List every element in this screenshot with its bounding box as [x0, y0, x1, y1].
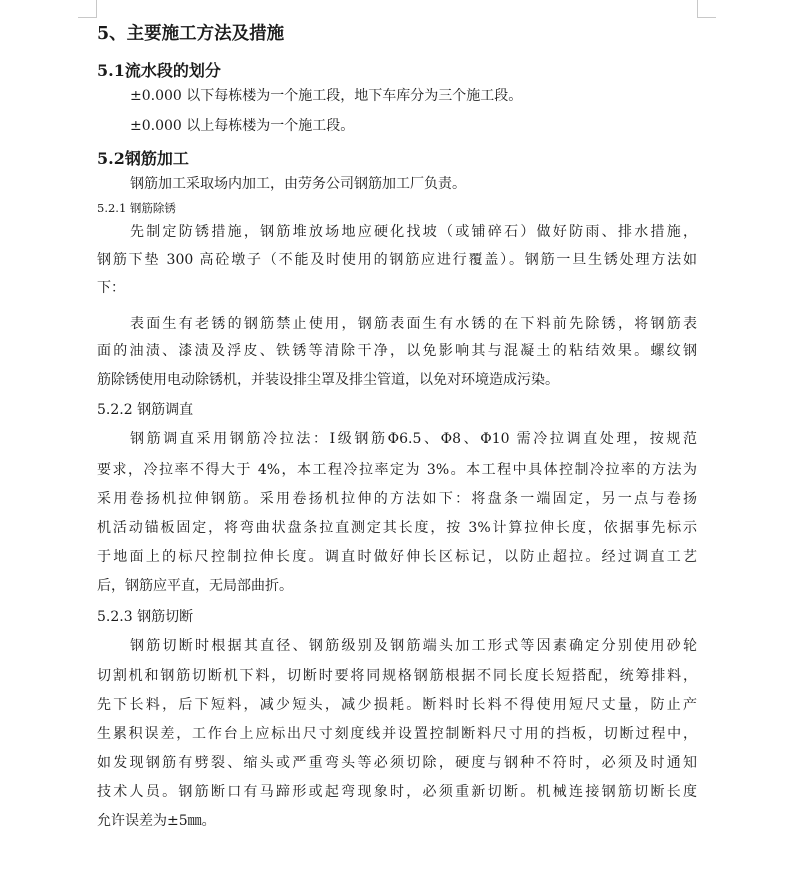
- paragraph-line: 钢筋下垫 300 高砼墩子（不能及时使用的钢筋应进行覆盖）。钢筋一旦生锈处理方法如: [97, 252, 697, 268]
- paragraph-line: 筋除锈使用电动除锈机，并装设排尘罩及排尘管道，以免对环境造成污染。: [97, 372, 559, 388]
- subsection-heading-5-1: 5.1流水段的划分: [97, 61, 221, 80]
- crop-mark-top-right-vertical: [697, 0, 698, 17]
- paragraph-line: 钢筋调直采用钢筋冷拉法：Ⅰ级钢筋Φ6.5、Φ8、Φ10 需冷拉调直处理，按规范: [130, 431, 697, 447]
- paragraph-line: 切割机和钢筋切断机下料，切断时要将同规格钢筋根据不同长度长短搭配，统筹排料，: [97, 668, 697, 684]
- paragraph-line: 面的油渍、漆渍及浮皮、铁锈等清除干净，以免影响其与混凝土的粘结效果。螺纹钢: [97, 343, 697, 359]
- paragraph-line: 后，钢筋应平直，无局部曲折。: [97, 578, 293, 594]
- subsubsection-heading-5-2-1: 5.2.1 钢筋除锈: [97, 201, 176, 215]
- subsubsection-heading-5-2-2: 5.2.2 钢筋调直: [97, 402, 194, 418]
- paragraph-line: ±0.000 以下每栋楼为一个施工段，地下车库分为三个施工段。: [130, 88, 523, 104]
- subsection-heading-5-2: 5.2钢筋加工: [97, 149, 189, 168]
- paragraph-line: 技术人员。钢筋断口有马蹄形或起弯现象时，必须重新切断。机械连接钢筋切断长度: [97, 784, 697, 800]
- paragraph-line: 下：: [97, 280, 125, 296]
- paragraph-line: 先下长料，后下短料，减少短头，减少损耗。断料时长料不得使用短尺丈量，防止产: [97, 697, 697, 713]
- paragraph-line: 允许误差为±5㎜。: [97, 813, 216, 829]
- paragraph-line: 如发现钢筋有劈裂、缩头或严重弯头等必须切除，硬度与钢种不符时，必须及时通知: [97, 755, 697, 771]
- paragraph-line: 钢筋加工采取场内加工，由劳务公司钢筋加工厂负责。: [130, 176, 466, 192]
- subsubsection-heading-5-2-3: 5.2.3 钢筋切断: [97, 609, 194, 625]
- paragraph-line: 于地面上的标尺控制拉伸长度。调直时做好伸长区标记，以防止超拉。经过调直工艺: [97, 549, 697, 565]
- paragraph-line: ±0.000 以上每栋楼为一个施工段。: [130, 118, 355, 134]
- paragraph-line: 钢筋切断时根据其直径、钢筋级别及钢筋端头加工形式等因素确定分别使用砂轮: [130, 638, 697, 654]
- section-heading: 5、主要施工方法及措施: [97, 24, 285, 44]
- paragraph-line: 生累积误差，工作台上应标出尺寸刻度线并设置控制断料尺寸用的挡板，切断过程中，: [97, 726, 697, 742]
- paragraph-line: 要求，冷拉率不得大于 4%，本工程冷拉率定为 3%。本工程中具体控制冷拉率的方法为: [97, 462, 697, 478]
- paragraph-line: 机活动锚板固定，将弯曲状盘条拉直测定其长度，按 3%计算拉伸长度，依据事先标示: [97, 520, 697, 536]
- crop-mark-top-left-horizontal: [78, 17, 97, 18]
- crop-mark-top-right-horizontal: [697, 17, 716, 18]
- document-body: [97, 18, 697, 836]
- paragraph-line: 先制定防锈措施，钢筋堆放场地应硬化找坡（或铺碎石）做好防雨、排水措施，: [130, 224, 697, 240]
- paragraph-line: 采用卷扬机拉伸钢筋。采用卷扬机拉伸的方法如下：将盘条一端固定，另一点与卷扬: [97, 491, 697, 507]
- paragraph-line: 表面生有老锈的钢筋禁止使用，钢筋表面生有水锈的在下料前先除锈，将钢筋表: [130, 316, 697, 332]
- crop-mark-top-left-vertical: [96, 0, 97, 17]
